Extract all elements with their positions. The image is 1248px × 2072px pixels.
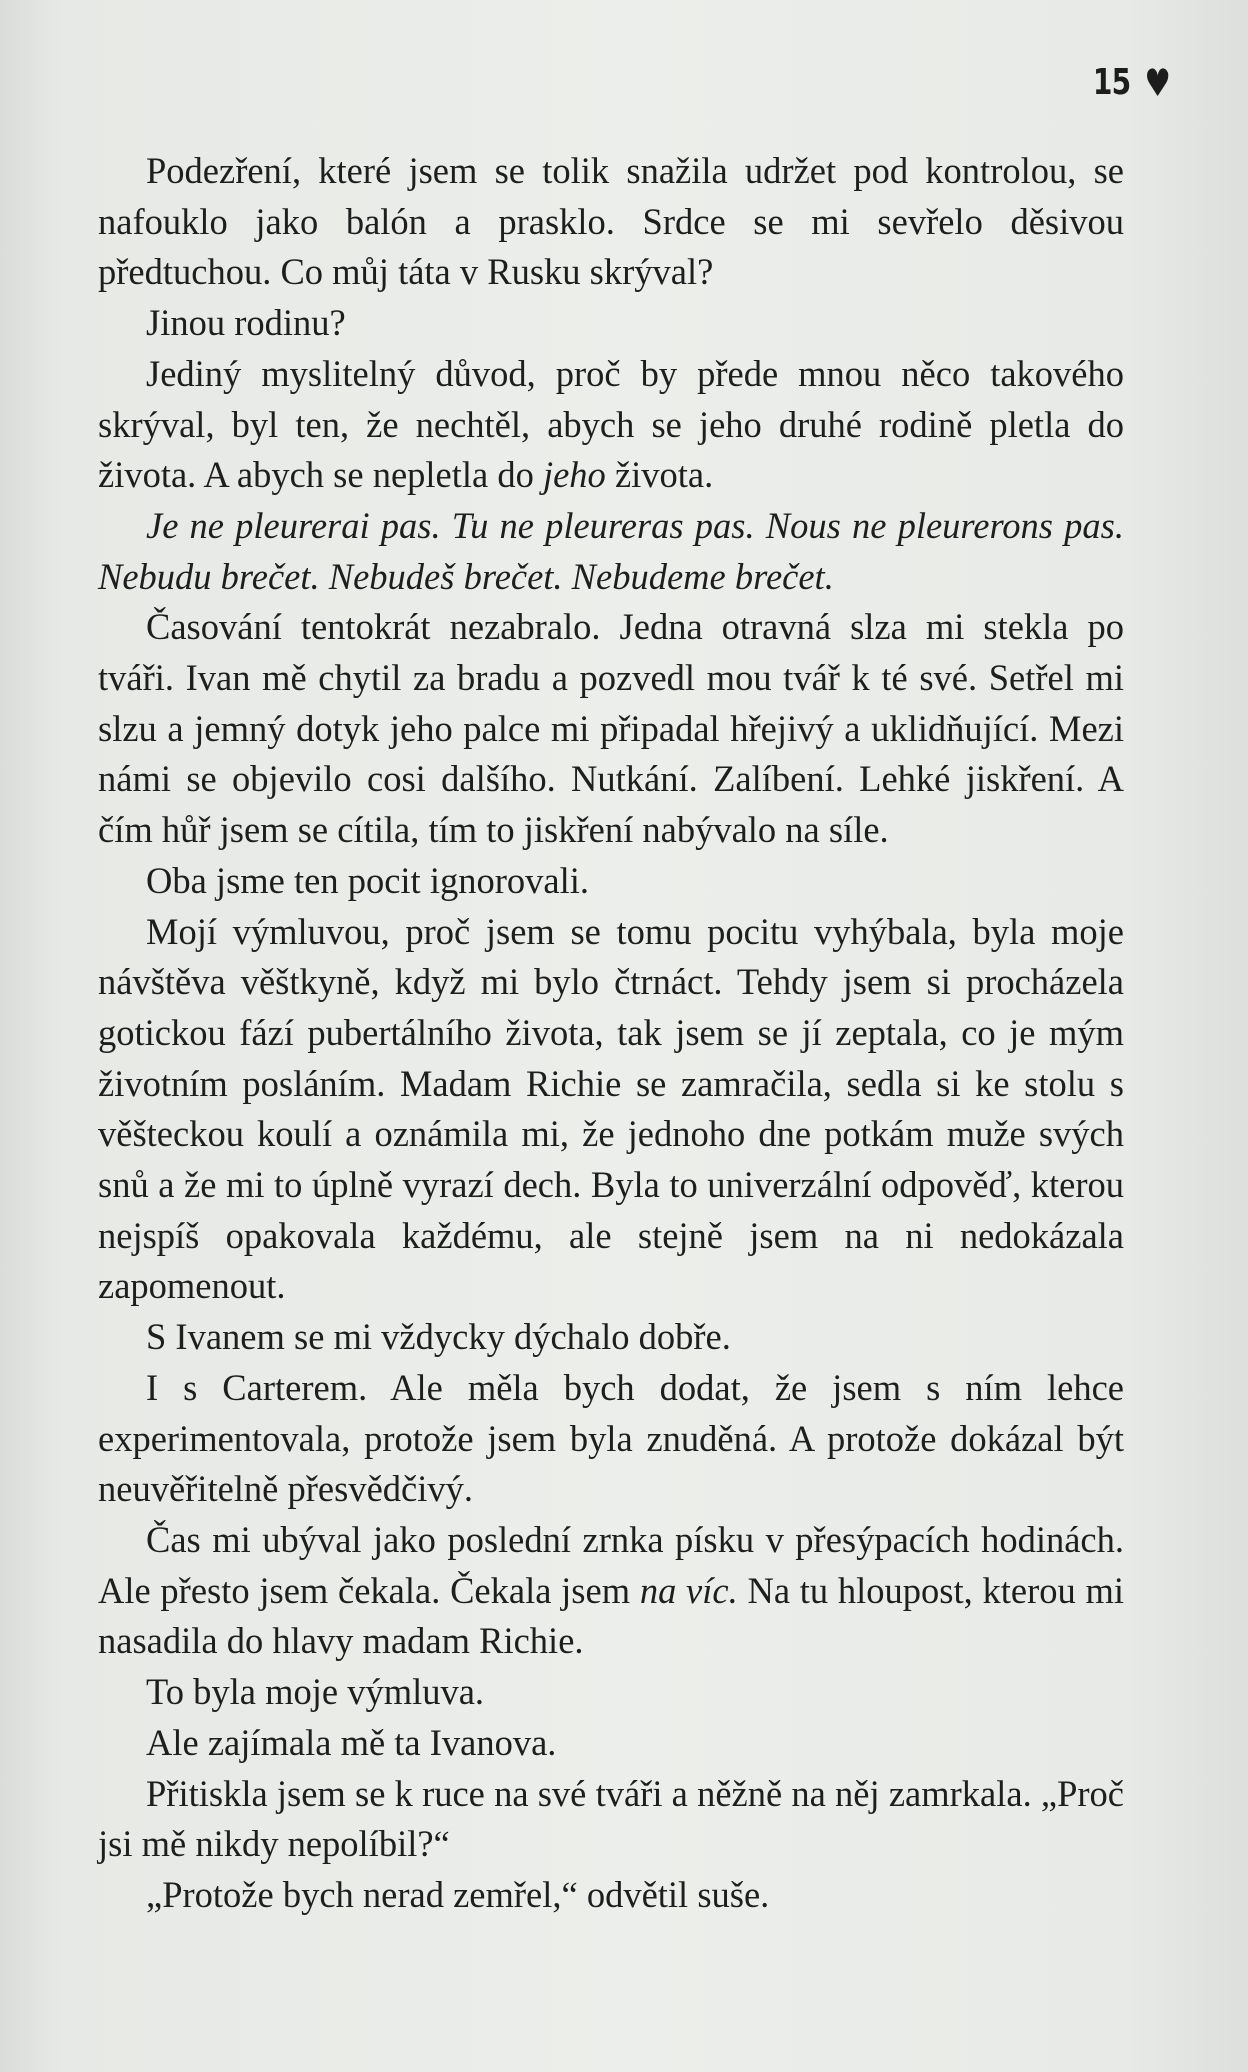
paragraph: Mojí výmluvou, proč jsem se tomu pocitu vyhýbala, byla moje návštěva věštkyně, když mi bylo čtrnáct. Tehdy jsem si procházela gotickou fází pubertálního života, tak jsem se jí zeptala, co je mým životním posláním. Madam Richie se zamračila, sedla si ke stolu s věšteckou koulí a oznámila mi, že jednoho dne potkám muže svých snů a že mi to úplně vyrazí dech. Byla to univerzální odpověď, kterou nejspíš opakovala každému, ale stejně jsem na ni nedokázala zapomenout. <box>98 910 1124 1307</box>
paragraph: Časování tentokrát nezabralo. Jedna otravná slza mi stekla po tváři. Ivan mě chytil za bradu a pozvedl mou tvář k té své. Setřel mi slzu a jemný dotyk jeho palce mi připadal hřejivý a uklidňující. Mezi námi se objevilo cosi dalšího. Nutkání. Zalíbení. Lehké jiskření. A čím hůř jsem se cítila, tím to jiskření nabývalo na síle. <box>98 606 1124 851</box>
paragraph: I s Carterem. Ale měla bych dodat, že jsem s ním lehce experimentovala, protože jsem byla znuděná. A protože dokázal být neuvěřitelně přesvědčivý. <box>98 1366 1124 1510</box>
paragraph <box>98 1515 1124 1667</box>
page-header <box>1093 62 1170 103</box>
paragraph-text: Jediný myslitelný důvod, proč by přede mnou něco takového skrýval, byl ten, že nechtěl, abych se jeho druhé rodině pletla do života. A abych se nepletla do <box>98 352 1124 496</box>
emphasis-text: na víc. <box>639 1569 738 1611</box>
paragraph: S Ivanem se mi vždycky dýchalo dobře. <box>146 1316 731 1358</box>
paragraph-text: Čas mi ubýval jako poslední zrnka písku v přesýpacích hodinách. Ale přesto jsem čekala. Čekala jsem <box>98 1518 1124 1611</box>
paragraph: Ale zajímala mě ta Ivanova. <box>146 1721 557 1763</box>
paragraph <box>98 349 1124 501</box>
paragraph: Jinou rodinu? <box>146 302 346 344</box>
paragraph-italic: Je ne pleurerai pas. Tu ne pleureras pas. Nous ne pleurerons pas. Nebudu brečet. Nebudeš brečet. Nebudeme brečet. <box>98 504 1124 597</box>
body-text <box>98 146 1124 1921</box>
paragraph: Oba jsme ten pocit ignorovali. <box>146 859 589 901</box>
paragraph-text: života. <box>605 454 714 496</box>
page-number: 15 <box>1092 62 1131 103</box>
paragraph: „Protože bych nerad zemřel,“ odvětil suše. <box>146 1873 770 1915</box>
paragraph: To byla moje výmluva. <box>146 1671 485 1713</box>
paragraph-text: Na tu hloupost, kterou mi nasadila do hlavy madam Richie. <box>98 1569 1124 1662</box>
heart-icon: ♥ <box>1144 60 1170 105</box>
emphasis-text: jeho <box>542 454 606 496</box>
paragraph: Podezření, které jsem se tolik snažila udržet pod kontrolou, se nafouklo jako balón a prasklo. Srdce se mi sevřelo děsivou předtuchou. Co můj táta v Rusku skrýval? <box>98 150 1124 293</box>
paragraph: Přitiskla jsem se k ruce na své tváři a něžně na něj zamrkala. „Proč jsi mě nikdy nepolíbil?“ <box>98 1772 1124 1865</box>
